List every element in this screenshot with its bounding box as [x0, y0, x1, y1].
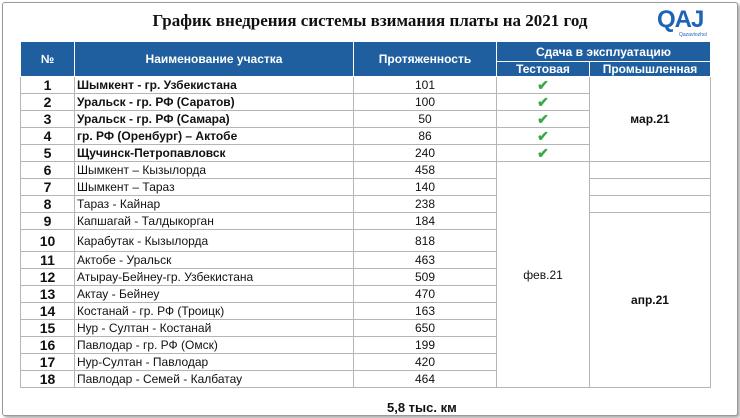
check-icon: ✔	[497, 145, 590, 162]
section-length: 100	[354, 94, 497, 111]
row-number: 13	[21, 286, 75, 303]
row-number: 5	[21, 145, 75, 162]
section-name: Уральск - гр. РФ (Самара)	[75, 111, 354, 128]
section-length: 101	[354, 77, 497, 94]
industrial-empty-cell	[590, 162, 711, 179]
section-name: Павлодар - Семей - Калбатау	[75, 371, 354, 388]
section-length: 86	[354, 128, 497, 145]
header-number: №	[21, 42, 75, 77]
header-commissioning: Сдача в эксплуатацию	[497, 42, 711, 62]
row-number: 3	[21, 111, 75, 128]
page-title: График внедрения системы взимания платы на 2021 год	[152, 11, 588, 30]
total-length: 5,8 тыс. км	[387, 400, 457, 415]
schedule-table	[20, 41, 711, 388]
section-length: 458	[354, 162, 497, 179]
check-icon: ✔	[497, 77, 590, 94]
section-name: Нур-Султан - Павлодар	[75, 354, 354, 371]
row-number: 18	[21, 371, 75, 388]
section-length: 420	[354, 354, 497, 371]
industrial-date-apr: апр.21	[590, 213, 711, 388]
test-date-feb: фев.21	[497, 162, 590, 388]
header-industrial: Промышленная	[590, 62, 711, 77]
section-name: Тараз - Кайнар	[75, 196, 354, 213]
section-name: Шымкент – Кызылорда	[75, 162, 354, 179]
section-name: Актобе - Уральск	[75, 252, 354, 269]
row-number: 1	[21, 77, 75, 94]
row-number: 17	[21, 354, 75, 371]
check-icon: ✔	[497, 128, 590, 145]
section-length: 199	[354, 337, 497, 354]
section-name: Атырау-Бейнеу-гр. Узбекистана	[75, 269, 354, 286]
row-number: 9	[21, 213, 75, 230]
section-name: Павлодар - гр. РФ (Омск)	[75, 337, 354, 354]
section-length: 240	[354, 145, 497, 162]
section-name: Щучинск-Петропавловск	[75, 145, 354, 162]
section-name: Костанай - гр. РФ (Троицк)	[75, 303, 354, 320]
section-name: Актау - Бейнеу	[75, 286, 354, 303]
row-number: 12	[21, 269, 75, 286]
section-name: гр. РФ (Оренбург) – Актобе	[75, 128, 354, 145]
industrial-empty-cell	[590, 196, 711, 213]
section-name: Капшагай - Талдыкорган	[75, 213, 354, 230]
section-name: Уральск - гр. РФ (Саратов)	[75, 94, 354, 111]
company-logo	[657, 6, 719, 36]
logo-text: QAJ	[657, 6, 704, 33]
section-length: 464	[354, 371, 497, 388]
header-test: Тестовая	[497, 62, 590, 77]
check-icon: ✔	[497, 94, 590, 111]
section-length: 163	[354, 303, 497, 320]
logo-subtitle: Qazavtozhol	[679, 32, 707, 38]
section-length: 463	[354, 252, 497, 269]
industrial-date-mar: мар.21	[590, 77, 711, 162]
section-name: Карабутак - Кызылорда	[75, 230, 354, 252]
section-length: 50	[354, 111, 497, 128]
section-length: 509	[354, 269, 497, 286]
section-name: Нур - Султан - Костанай	[75, 320, 354, 337]
row-number: 15	[21, 320, 75, 337]
check-icon: ✔	[497, 111, 590, 128]
row-number: 6	[21, 162, 75, 179]
section-length: 184	[354, 213, 497, 230]
row-number: 2	[21, 94, 75, 111]
section-length: 650	[354, 320, 497, 337]
section-name: Шымкент – Тараз	[75, 179, 354, 196]
section-name: Шымкент - гр. Узбекистана	[75, 77, 354, 94]
header-name: Наименование участка	[75, 42, 354, 77]
row-number: 4	[21, 128, 75, 145]
row-number: 7	[21, 179, 75, 196]
industrial-empty-cell	[590, 179, 711, 196]
section-length: 140	[354, 179, 497, 196]
row-number: 16	[21, 337, 75, 354]
section-length: 818	[354, 230, 497, 252]
row-number: 8	[21, 196, 75, 213]
row-number: 10	[21, 230, 75, 252]
section-length: 238	[354, 196, 497, 213]
section-length: 470	[354, 286, 497, 303]
row-number: 11	[21, 252, 75, 269]
header-length: Протяженность	[354, 42, 497, 77]
row-number: 14	[21, 303, 75, 320]
